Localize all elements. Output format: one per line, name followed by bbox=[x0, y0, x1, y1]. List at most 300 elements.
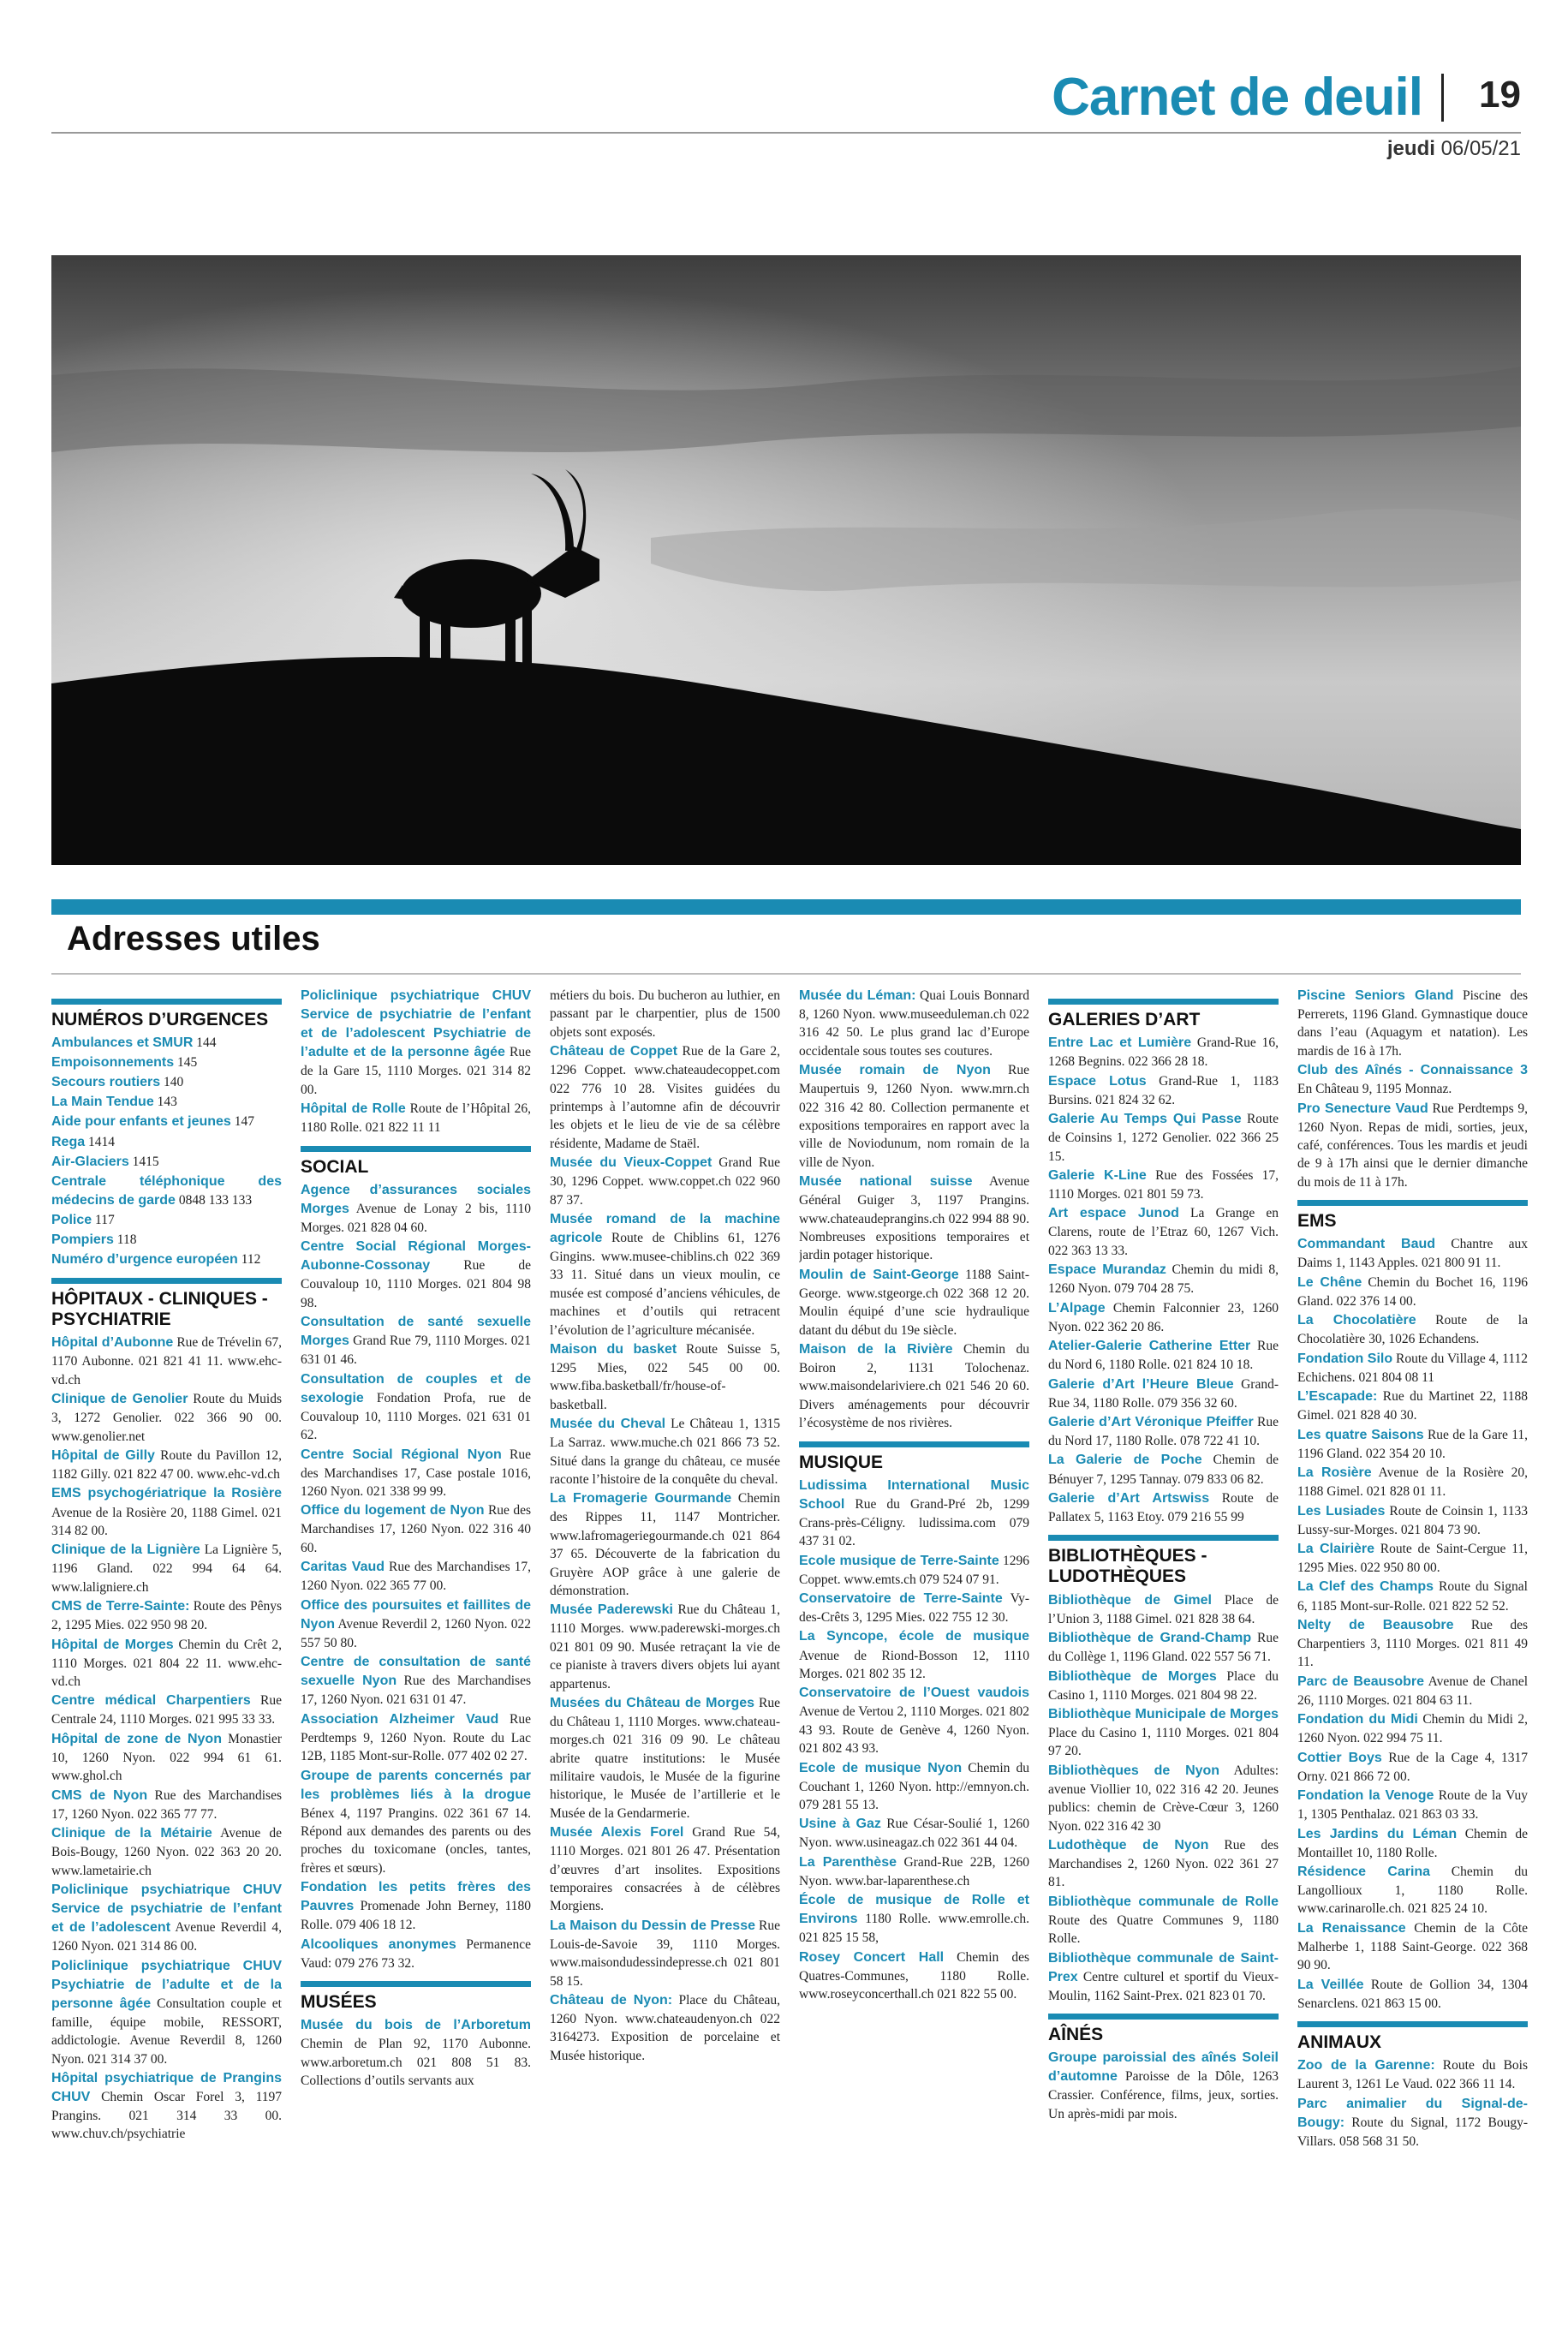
entry-name: Musée romain de Nyon bbox=[799, 1063, 991, 1078]
address-entry bbox=[550, 1694, 780, 1823]
address-entry bbox=[301, 1596, 531, 1653]
address-entry bbox=[1297, 2095, 1528, 2151]
address-entry bbox=[550, 1917, 780, 1990]
entry-details: 118 bbox=[113, 1232, 137, 1247]
address-entry bbox=[1297, 1825, 1528, 1862]
address-entry bbox=[1048, 1629, 1279, 1666]
address-entry bbox=[51, 1231, 282, 1250]
entry-name: Bibliothèque Municipale de Morges bbox=[1048, 1706, 1279, 1721]
category-heading: MUSIQUE bbox=[799, 1441, 1029, 1473]
column-2 bbox=[301, 987, 531, 2306]
address-entry bbox=[1048, 1893, 1279, 1948]
address-entry bbox=[550, 1042, 780, 1153]
entry-details: Chemin des Rippes 11, 1147 Montricher. www.lafromageriegourmande.ch 021 864 37 65. Découverte de la fabrication du Gruyère AOP grâce à une galerie de démonstration. bbox=[550, 1491, 780, 1598]
entry-details: 145 bbox=[174, 1055, 198, 1071]
entry-name: Nelty de Beausobre bbox=[1297, 1617, 1454, 1632]
entry-name: Groupe paroissial des aînés Soleil d’automne bbox=[1048, 2050, 1279, 2085]
entry-name: Le Chêne bbox=[1297, 1274, 1362, 1290]
address-entry bbox=[1297, 1464, 1528, 1501]
entry-name: Les Jardins du Léman bbox=[1297, 1826, 1458, 1841]
entry-details: Place de l’Union 3, 1188 Gimel. 021 828 38 64. bbox=[1048, 1592, 1279, 1626]
entry-details: Rue César-Soulié 1, 1260 Nyon. www.usineagaz.ch 022 361 44 04. bbox=[799, 1817, 1029, 1851]
entry-details: Rue des Marchandises 17, 1260 Nyon. 022 365 77 77. bbox=[51, 1787, 282, 1822]
ibex-photo bbox=[51, 255, 1521, 865]
entry-details: Route de l’Hôpital 26, 1180 Rolle. 021 822 11 11 bbox=[301, 1101, 531, 1136]
column-4 bbox=[799, 987, 1029, 2306]
entry-name: Fondation du Midi bbox=[1297, 1712, 1418, 1727]
entry-name: Fondation les petits frères des Pauvres bbox=[301, 1880, 531, 1914]
entry-name: La Veillée bbox=[1297, 1977, 1364, 1992]
address-entry bbox=[799, 1590, 1029, 1626]
entry-name: Rega bbox=[51, 1134, 86, 1149]
entry-details: Consultation couple et famille, équipe mobile, RESSORT, addictologie. Avenue Reverdil 8, 1260 Nyon. 021 314 37 00. bbox=[51, 1996, 282, 2067]
address-entry bbox=[51, 2069, 282, 2144]
entry-name: Club des Aînés - Connaissance 3 bbox=[1297, 1063, 1528, 1078]
entry-name: Bibliothèque communale de Saint-Prex bbox=[1048, 1950, 1279, 1984]
entry-name: Hôpital de Morges bbox=[51, 1637, 174, 1652]
entry-details: Avenue de Chanel 26, 1110 Morges. 021 804 63 11. bbox=[1297, 1674, 1528, 1708]
entry-name: Centrale téléphonique des médecins de garde bbox=[51, 1173, 282, 1208]
entry-details: Grand Rue 54, 1110 Morges. 021 801 26 47. Présentation d’œuvres d’art insolites. Expositions temporaires consacrées à de célèbres Morgiens. bbox=[550, 1825, 780, 1914]
entry-name: Zoo de la Garenne: bbox=[1297, 2058, 1435, 2073]
entry-name: La Chocolatière bbox=[1297, 1313, 1416, 1328]
address-entry bbox=[1048, 1591, 1279, 1628]
entry-details: Route des Pênys 2, 1295 Mies. 022 950 98 20. bbox=[51, 1599, 282, 1633]
address-entry bbox=[550, 1154, 780, 1209]
address-entry bbox=[51, 1133, 282, 1152]
entry-details: Chemin Falconnier 23, 1260 Nyon. 022 362 20 86. bbox=[1048, 1300, 1279, 1334]
entry-details: Rue des Fossées 17, 1110 Morges. 021 801 59 73. bbox=[1048, 1167, 1279, 1202]
address-entry bbox=[1297, 1274, 1528, 1310]
entry-name: Ecole de musique Nyon bbox=[799, 1760, 963, 1775]
entry-details: Rue de Couvaloup 10, 1110 Morges. 021 804 98 98. bbox=[301, 1258, 531, 1310]
dateline bbox=[1387, 137, 1521, 161]
entry-details: 1415 bbox=[128, 1154, 159, 1169]
entry-details: Fondation Profa, rue de Couvaloup 10, 1110 Morges. 021 631 01 62. bbox=[301, 1390, 531, 1443]
entry-name: Centre médical Charpentiers bbox=[51, 1693, 251, 1709]
address-entry bbox=[51, 1824, 282, 1880]
address-entry bbox=[1297, 1749, 1528, 1786]
entry-details: Quai Louis Bonnard 8, 1260 Nyon. www.museeduleman.ch 022 316 42 50. Le plus grand lac d’Europe occidentale sous toutes ses coutures. bbox=[799, 988, 1029, 1059]
address-entry bbox=[301, 987, 531, 1099]
address-entry bbox=[1048, 1166, 1279, 1203]
address-entry bbox=[799, 1853, 1029, 1890]
entry-details: Grand-Rue 22B, 1260 Nyon. www.bar-laparenthese.ch bbox=[799, 1854, 1029, 1888]
entry-details: Rue Louis-de-Savoie 39, 1110 Morges. www.maisondudessindepresse.ch 021 801 58 15. bbox=[550, 1918, 780, 1989]
address-entry bbox=[799, 1815, 1029, 1852]
address-entry bbox=[1048, 1299, 1279, 1336]
address-entry bbox=[1297, 2056, 1528, 2093]
entry-name: Bibliothèque communale de Rolle bbox=[1048, 1894, 1279, 1909]
entry-name: Ludothèque de Nyon bbox=[1048, 1838, 1209, 1853]
entry-details: 0848 133 133 bbox=[175, 1192, 253, 1208]
address-entry bbox=[51, 1073, 282, 1092]
address-entry bbox=[799, 1552, 1029, 1589]
entry-details: Chemin du Bochet 16, 1196 Gland. 022 376 14 00. bbox=[1297, 1274, 1528, 1309]
address-entry bbox=[1297, 1919, 1528, 1975]
entry-name: Office des poursuites et faillites de Nyon bbox=[301, 1597, 531, 1632]
address-entry bbox=[799, 1266, 1029, 1340]
entry-details: Rue Perdtemps 9, 1260 Nyon. Route du Lac 12B, 1185 Mont-sur-Rolle. 077 402 02 27. bbox=[301, 1711, 531, 1764]
entry-name: Musée national suisse bbox=[799, 1174, 973, 1190]
entry-details: Avenue de Lonay 2 bis, 1110 Morges. 021 828 04 60. bbox=[301, 1201, 531, 1235]
entry-details: Route du Village 4, 1112 Echichens. 021 804 08 11 bbox=[1297, 1351, 1528, 1385]
entry-details: Rue du Château 1, 1110 Morges. www.paderewski-morges.ch 021 801 09 90. Musée retraçant la vie de ce pianiste à travers divers objets lui ayant appartenus. bbox=[550, 1602, 780, 1692]
entry-name: Commandant Baud bbox=[1297, 1237, 1436, 1252]
address-entry bbox=[51, 1034, 282, 1053]
address-entry bbox=[51, 1093, 282, 1112]
entry-details: 1296 Coppet. www.emts.ch 079 524 07 91. bbox=[799, 1553, 1029, 1587]
entry-details: Avenue de la Rosière 20, 1188 Gimel. 021 828 01 11. bbox=[1297, 1465, 1528, 1500]
address-entry bbox=[1297, 1426, 1528, 1463]
entry-name: Musée du Vieux-Coppet bbox=[550, 1155, 712, 1171]
entry-details: Rue du Nord 6, 1180 Rolle. 021 824 10 18. bbox=[1048, 1339, 1279, 1373]
entry-details: Bénex 4, 1197 Prangins. 022 361 67 14. Répond aux demandes des parents ou des proches du toxicomane (oncles, tantes, frères et sœurs). bbox=[301, 1805, 531, 1876]
entry-name: L’Escapade: bbox=[1297, 1389, 1378, 1405]
entry-name: EMS psychogériatrique la Rosière bbox=[51, 1486, 282, 1501]
address-entry bbox=[1048, 1072, 1279, 1109]
address-entry bbox=[550, 1991, 780, 2065]
entry-details: 144 bbox=[193, 1035, 217, 1051]
entry-name: Piscine Seniors Gland bbox=[1297, 988, 1454, 1003]
column-3 bbox=[550, 987, 780, 2306]
entry-name: Entre Lac et Lumière bbox=[1048, 1035, 1192, 1051]
category-heading: BIBLIOTHÈQUES - LUDOTHÈQUES bbox=[1048, 1535, 1279, 1587]
address-entry bbox=[799, 1340, 1029, 1433]
address-entry bbox=[51, 1636, 282, 1692]
address-entry bbox=[799, 1061, 1029, 1172]
entry-name: Bibliothèques de Nyon bbox=[1048, 1763, 1220, 1778]
category-heading: GALERIES D’ART bbox=[1048, 999, 1279, 1030]
entry-name: Aide pour enfants et jeunes bbox=[51, 1114, 231, 1130]
entry-details: Rue de Trévelin 67, 1170 Aubonne. 021 821 41 11. www.ehc-vd.ch bbox=[51, 1335, 282, 1387]
entry-name: Résidence Carina bbox=[1297, 1865, 1431, 1879]
entry-name: Centre de consultation de santé sexuelle Nyon bbox=[301, 1655, 531, 1689]
category-heading: SOCIAL bbox=[301, 1146, 531, 1178]
address-entry bbox=[1048, 1668, 1279, 1704]
entry-name: Musée du Léman: bbox=[799, 988, 916, 1003]
entry-name: Fondation Silo bbox=[1297, 1351, 1393, 1366]
address-entry bbox=[301, 1181, 531, 1238]
entry-details: Rue du Château 1, 1110 Morges. www.chateau-morges.ch 021 316 09 90. Le château abrite quatre institutions: le Musée militaire vaudois, le Musée de la figurine historique, le Musée de l’artillerie et le Musée de la Gendarmerie. bbox=[550, 1695, 780, 1821]
address-entry bbox=[1297, 1350, 1528, 1387]
entry-details: Rue des Charpentiers 3, 1110 Morges. 021 811 49 11. bbox=[1297, 1617, 1528, 1670]
address-entry bbox=[1297, 1311, 1528, 1348]
entry-details: Route du Signal, 1172 Bougy-Villars. 058 568 31 50. bbox=[1297, 2115, 1528, 2149]
address-entry bbox=[550, 1601, 780, 1693]
entry-name: Cottier Boys bbox=[1297, 1750, 1382, 1765]
address-entry bbox=[1297, 1061, 1528, 1098]
column-5 bbox=[1048, 987, 1279, 2306]
entry-details: Chemin de la Côte Malherbe 1, 1188 Saint-George. 022 368 90 90. bbox=[1297, 1920, 1528, 1973]
entry-name: Pro Senecture Vaud bbox=[1297, 1101, 1428, 1116]
entry-details: Vy-des-Crêts 3, 1295 Mies. 022 755 12 30. bbox=[799, 1591, 1029, 1626]
entry-details: Paroisse de la Dôle, 1263 Crassier. Conférence, films, jeux, sorties. Un après-midi par mois. bbox=[1048, 2069, 1279, 2121]
address-entry bbox=[799, 987, 1029, 1060]
address-entry bbox=[301, 2016, 531, 2090]
address-entry bbox=[51, 1334, 282, 1389]
entry-details: 147 bbox=[230, 1114, 254, 1130]
entry-details: Route de Chiblins 61, 1276 Gingins. www.musee-chiblins.ch 022 369 33 11. Situé dans un vieux moulin, ce musée est composé d’anciens véhicules, de machines et d’outils qui retracent l’évolution de l’agriculture mécanisée. bbox=[550, 1230, 780, 1338]
entry-details: Avenue Reverdil 4, 1260 Nyon. 021 314 86 00. bbox=[51, 1920, 282, 1954]
category-heading: HÔPITAUX - CLINIQUES - PSYCHIATRIE bbox=[51, 1278, 282, 1330]
address-entry bbox=[1048, 1451, 1279, 1488]
entry-name: Art espace Junod bbox=[1048, 1206, 1179, 1221]
entry-name: Secours routiers bbox=[51, 1075, 161, 1090]
entry-name: Policlinique psychiatrique CHUV Service de psychiatrie de l’enfant et de l’adolescent Psychiatrie de l’adulte et de la personne âgée bbox=[301, 988, 531, 1060]
address-entry bbox=[799, 1627, 1029, 1683]
address-entry bbox=[1297, 1710, 1528, 1747]
address-entry bbox=[550, 1210, 780, 1340]
address-entry bbox=[1048, 1949, 1279, 2006]
address-entry bbox=[1048, 1110, 1279, 1166]
address-entry bbox=[550, 1340, 780, 1414]
entry-name: Galerie d’Art Véronique Pfeiffer bbox=[1048, 1414, 1254, 1429]
entry-details: Chemin du Couchant 1, 1260 Nyon. http://emnyon.ch. 079 281 55 13. bbox=[799, 1760, 1029, 1812]
entry-name: Les Lusiades bbox=[1297, 1503, 1386, 1519]
entry-name: Moulin de Saint-George bbox=[799, 1267, 959, 1282]
entry-name: Bibliothèque de Grand-Champ bbox=[1048, 1631, 1252, 1646]
address-entry bbox=[51, 1730, 282, 1786]
header-separator bbox=[1441, 74, 1444, 122]
page-header bbox=[51, 67, 1521, 130]
entry-name: Numéro d’urgence européen bbox=[51, 1252, 238, 1267]
address-entry bbox=[51, 1597, 282, 1634]
ibex-photo-graphic bbox=[51, 255, 1521, 865]
entry-name: Alcooliques anonymes bbox=[301, 1936, 456, 1952]
address-entry bbox=[301, 1558, 531, 1595]
entry-details: Rue Perdtemps 9, 1260 Nyon. Repas de midi, sorties, jeux, café, conférences. Tous les mardis et jeudi de 9 à 17h ainsi que le dernier dimanche du mois de 11 à 17h. bbox=[1297, 1101, 1528, 1190]
address-entry bbox=[51, 1447, 282, 1483]
entry-name: L’Alpage bbox=[1048, 1300, 1106, 1316]
entry-details: métiers du bois. Du bucheron au luthier, en passant par le charpentier, plus de 1500 objets sont exposés. bbox=[550, 988, 780, 1040]
address-entry bbox=[1048, 1034, 1279, 1071]
entry-details: Route du Muids 3, 1272 Genolier. 022 366 90 00. www.genolier.net bbox=[51, 1392, 282, 1444]
address-entry bbox=[51, 1211, 282, 1230]
address-entry bbox=[51, 1881, 282, 1956]
entry-name: Atelier-Galerie Catherine Etter bbox=[1048, 1339, 1251, 1354]
address-entry bbox=[1297, 1578, 1528, 1614]
section-band bbox=[51, 899, 1521, 915]
entry-name: Galerie K-Line bbox=[1048, 1167, 1147, 1183]
entry-details: Chantre aux Daims 1, 1143 Apples. 021 800 91 11. bbox=[1297, 1237, 1528, 1271]
address-entry bbox=[51, 1172, 282, 1210]
entry-details: Monastier 10, 1260 Nyon. 022 994 61 61. www.ghol.ch bbox=[51, 1731, 282, 1784]
entry-name: Centre Social Régional Morges-Aubonne-Cossonay bbox=[301, 1239, 531, 1274]
dateline-date: 06/05/21 bbox=[1440, 137, 1521, 160]
address-entry bbox=[1048, 1204, 1279, 1260]
address-entry bbox=[1297, 1863, 1528, 1918]
entry-name: La Renaissance bbox=[1297, 1920, 1406, 1936]
entry-details: Chemin du midi 8, 1260 Nyon. 079 704 28 75. bbox=[1048, 1262, 1279, 1297]
dateline-day: jeudi bbox=[1386, 137, 1435, 160]
address-entry bbox=[51, 1113, 282, 1131]
column-6 bbox=[1297, 987, 1528, 2306]
entry-details: Grand-Rue 34, 1180 Rolle. 079 356 32 60. bbox=[1048, 1376, 1279, 1411]
entry-name: Fondation la Venoge bbox=[1297, 1788, 1434, 1804]
address-entry bbox=[550, 987, 780, 1041]
entry-name: Bibliothèque de Gimel bbox=[1048, 1592, 1212, 1608]
entry-name: La Syncope, école de musique bbox=[799, 1629, 1029, 1644]
address-entry bbox=[799, 1948, 1029, 2004]
address-entry bbox=[51, 1541, 282, 1596]
entry-name: Police bbox=[51, 1212, 92, 1227]
entry-name: Musée Paderewski bbox=[550, 1602, 673, 1618]
entry-details: Chemin du Crêt 2, 1110 Morges. 021 804 22 11. www.ehc-vd.ch bbox=[51, 1637, 282, 1690]
entry-name: Galerie Au Temps Qui Passe bbox=[1048, 1112, 1242, 1127]
entry-name: La Parenthèse bbox=[799, 1854, 897, 1870]
address-entry bbox=[1297, 1673, 1528, 1709]
entry-details: Place du Casino 1, 1110 Morges. 021 804 97 20. bbox=[1048, 1726, 1279, 1759]
entry-name: Clinique de Genolier bbox=[51, 1392, 188, 1407]
address-entry bbox=[1297, 1616, 1528, 1672]
entry-details: Le Château 1, 1315 La Sarraz. www.muche.ch 021 866 73 52. Situé dans la grange du château, ce musée raconte l’histoire de la conquête du cheval. bbox=[550, 1417, 780, 1487]
category-heading: AÎNÉS bbox=[1048, 2014, 1279, 2045]
entry-details: Rue des Marchandises 17, 1260 Nyon. 022 365 77 00. bbox=[301, 1560, 531, 1594]
address-entry bbox=[1297, 1235, 1528, 1272]
entry-details: Rue des Marchandises 2, 1260 Nyon. 022 361 27 81. bbox=[1048, 1838, 1279, 1890]
entry-details: 140 bbox=[160, 1075, 184, 1090]
entry-details: Route de Coinsin 1, 1133 Lussy-sur-Morges. 021 804 73 90. bbox=[1297, 1503, 1528, 1537]
page-number: 19 bbox=[1479, 74, 1521, 116]
entry-details: 1180 Rolle. www.emrolle.ch. 021 825 15 58, bbox=[799, 1912, 1029, 1946]
entry-details: 1188 Saint-George. www.stgeorge.ch 022 368 12 20. Moulin équipé d’une scie hydraulique datant du début du 19e siècle. bbox=[799, 1267, 1029, 1338]
entry-details: Place du Casino 1, 1110 Morges. 021 804 98 22. bbox=[1048, 1668, 1279, 1703]
address-entry bbox=[550, 1489, 780, 1600]
entry-details: Avenue de la Rosière 20, 1188 Gimel. 021 314 82 00. bbox=[51, 1505, 282, 1538]
entry-details: Route de Gollion 34, 1304 Senarclens. 021 863 15 00. bbox=[1297, 1977, 1528, 2011]
entry-name: Hôpital d’Aubonne bbox=[51, 1335, 174, 1351]
entry-name: Les quatre Saisons bbox=[1297, 1427, 1424, 1442]
address-entry bbox=[1048, 1261, 1279, 1298]
entry-name: Clinique de la Lignière bbox=[51, 1542, 200, 1558]
band-rule bbox=[51, 973, 1521, 975]
address-entry bbox=[1048, 1413, 1279, 1450]
entry-name: Ambulances et SMUR bbox=[51, 1035, 194, 1051]
entry-name: La Galerie de Poche bbox=[1048, 1453, 1202, 1468]
address-entry bbox=[301, 1767, 531, 1878]
entry-name: Galerie d’Art Artswiss bbox=[1048, 1490, 1210, 1506]
entry-details: Chemin des Quatres-Communes, 1180 Rolle. www.roseyconcerthall.ch 021 822 55 00. bbox=[799, 1949, 1029, 2002]
entry-name: Air-Glaciers bbox=[51, 1154, 129, 1169]
address-entry bbox=[550, 1415, 780, 1489]
address-entry bbox=[301, 1878, 531, 1935]
entry-name: Consultation de couples et de sexologie bbox=[301, 1371, 531, 1405]
address-entry bbox=[51, 1484, 282, 1540]
address-entry bbox=[1297, 987, 1528, 1060]
entry-name: Caritas Vaud bbox=[301, 1560, 385, 1575]
entry-name: Maison du basket bbox=[550, 1341, 677, 1357]
header-rule bbox=[51, 132, 1521, 134]
entry-name: Pompiers bbox=[51, 1232, 114, 1247]
entry-details: Permanence Vaud: 079 276 73 32. bbox=[301, 1936, 531, 1971]
entry-details: Chemin de Plan 92, 1170 Aubonne. www.arboretum.ch 021 808 51 83. Collections d’outils servants aux bbox=[301, 2037, 531, 2089]
entry-details: Place du Château, 1260 Nyon. www.chateaudenyon.ch 022 3164273. Exposition de porcelaine et Musée historique. bbox=[550, 1992, 780, 2063]
entry-details: Grand-Rue 1, 1183 Bursins. 021 824 32 62. bbox=[1048, 1073, 1279, 1107]
entry-name: La Main Tendue bbox=[51, 1095, 154, 1110]
category-heading: MUSÉES bbox=[301, 1981, 531, 2013]
entry-name: Hôpital de Gilly bbox=[51, 1448, 155, 1464]
address-entry bbox=[301, 1653, 531, 1709]
address-entry bbox=[799, 1477, 1029, 1551]
entry-details: Rue Maupertuis 9, 1260 Nyon. www.mrn.ch 022 316 42 80. Collection permanente et expositions temporaires en rapport avec la ville de Noviodunum, nom romain de la ville de Nyon. bbox=[799, 1063, 1029, 1170]
category-heading: EMS bbox=[1297, 1200, 1528, 1232]
entry-name: Association Alzheimer Vaud bbox=[301, 1711, 499, 1727]
entry-details: Chemin du Langollioux 1, 1180 Rolle. www.carinarolle.ch. 021 825 24 10. bbox=[1297, 1865, 1528, 1917]
entry-details: Avenue Reverdil 2, 1260 Nyon. 022 557 50 80. bbox=[301, 1616, 531, 1650]
address-entry bbox=[1048, 1489, 1279, 1526]
entry-details: Centre culturel et sportif du Vieux-Moulin, 1162 Saint-Prex. 021 823 01 70. bbox=[1048, 1969, 1279, 2003]
entry-name: Espace Murandaz bbox=[1048, 1262, 1166, 1278]
entry-details: Chemin Oscar Forel 3, 1197 Prangins. 021 314 33 00. www.chuv.ch/psychiatrie bbox=[51, 2090, 282, 2142]
entry-details: Rue du Grand-Pré 2b, 1299 Crans-près-Céligny. ludissima.com 079 437 31 02. bbox=[799, 1496, 1029, 1549]
address-entry bbox=[301, 1710, 531, 1766]
entry-name: La Clairière bbox=[1297, 1542, 1375, 1556]
entry-details: Rue du Nord 17, 1180 Rolle. 078 722 41 10. bbox=[1048, 1414, 1279, 1449]
address-entry bbox=[799, 1684, 1029, 1757]
entry-details: Avenue de Vertou 2, 1110 Morges. 021 802 43 93. Route de Genève 4, 1260 Nyon. 021 802 43 93. bbox=[799, 1704, 1029, 1757]
address-entry bbox=[1048, 1762, 1279, 1835]
entry-details: Rue des Marchandises 17, Case postale 1016, 1260 Nyon. 021 338 99 99. bbox=[301, 1447, 531, 1499]
entry-details: Avenue de Bois-Bougy, 1260 Nyon. 022 363 20 20. www.lametairie.ch bbox=[51, 1826, 282, 1878]
entry-name: École de musique de Rolle et Environs bbox=[799, 1893, 1029, 1927]
address-entry bbox=[1297, 1540, 1528, 1577]
entry-name: Centre Social Régional Nyon bbox=[301, 1447, 502, 1462]
entry-details: Rue de la Gare 15, 1110 Morges. 021 314 82 00. bbox=[301, 1045, 531, 1097]
address-entry bbox=[1297, 1100, 1528, 1192]
section-title: Carnet de deuil bbox=[1052, 68, 1422, 127]
entry-name: Musée du bois de l’Arboretum bbox=[301, 2018, 531, 2033]
entry-name: Château de Nyon: bbox=[550, 1992, 673, 2008]
entry-name: Conservatoire de Terre-Sainte bbox=[799, 1591, 1003, 1607]
entry-details: Grand Rue 30, 1296 Coppet. www.coppet.ch 022 960 87 37. bbox=[550, 1155, 780, 1208]
entry-details: En Château 9, 1195 Monnaz. bbox=[1297, 1082, 1452, 1097]
entry-name: La Maison du Dessin de Presse bbox=[550, 1918, 755, 1933]
entry-details: Chemin du Boiron 2, 1131 Tolochenaz. www.maisondelariviere.ch 021 546 20 60. Divers aménagements pour découvrir l’écosystème de nos rivières. bbox=[799, 1341, 1029, 1431]
entry-details: 112 bbox=[237, 1252, 261, 1267]
entry-details: 117 bbox=[92, 1212, 115, 1227]
address-entry bbox=[301, 1446, 531, 1501]
entry-details: Rue du Collège 1, 1196 Gland. 022 557 56 71. bbox=[1048, 1631, 1279, 1665]
address-entry bbox=[1048, 1375, 1279, 1412]
addresses-title: Adresses utiles bbox=[67, 920, 320, 958]
entry-details: Piscine des Perrerets, 1196 Gland. Gymnastique douce dans l’eau (Aquagym et natation). Les mardis de 16 à 17h. bbox=[1297, 988, 1528, 1059]
entry-details: Adultes: avenue Viollier 10, 022 316 42 20. Jeunes publics: chemin de Crève-Cœur 3, 1260 Nyon. 022 316 42 30 bbox=[1048, 1763, 1279, 1834]
entry-name: La Fromagerie Gourmande bbox=[550, 1491, 732, 1507]
entry-name: Parc animalier du Signal-de-Bougy: bbox=[1297, 2096, 1528, 2130]
address-entry bbox=[1297, 1502, 1528, 1539]
entry-details: Route du Pavillon 12, 1182 Gilly. 021 822 47 00. www.ehc-vd.ch bbox=[51, 1448, 282, 1483]
address-entry bbox=[301, 1936, 531, 1972]
entry-details: Rue de la Gare 11, 1196 Gland. 022 354 20 10. bbox=[1297, 1427, 1528, 1461]
entry-name: Empoisonnements bbox=[51, 1055, 175, 1071]
entry-details: Grand Rue 79, 1110 Morges. 021 631 01 46. bbox=[301, 1334, 531, 1368]
category-heading: NUMÉROS D’URGENCES bbox=[51, 999, 282, 1030]
addresses-columns bbox=[51, 987, 1528, 2306]
address-entry bbox=[1048, 1337, 1279, 1374]
entry-name: CMS de Nyon bbox=[51, 1787, 148, 1803]
entry-details: Chemin du Midi 2, 1260 Nyon. 022 994 75 11. bbox=[1297, 1712, 1528, 1746]
entry-details: Chemin de Bénuyer 7, 1295 Tannay. 079 833 06 82. bbox=[1048, 1453, 1279, 1487]
address-entry bbox=[51, 1053, 282, 1072]
category-heading: ANIMAUX bbox=[1297, 2021, 1528, 2053]
entry-name: Policlinique psychiatrique CHUV Psychiatrie de l’adulte et de la personne âgée bbox=[51, 1958, 282, 2011]
entry-details: Route de la Chocolatière 30, 1026 Echandens. bbox=[1297, 1313, 1528, 1347]
entry-name: Musée romand de la machine agricole bbox=[550, 1211, 780, 1245]
entry-name: La Rosière bbox=[1297, 1465, 1372, 1481]
entry-name: Ludissima International Music School bbox=[799, 1477, 1029, 1512]
entry-name: Consultation de santé sexuelle Morges bbox=[301, 1315, 531, 1349]
